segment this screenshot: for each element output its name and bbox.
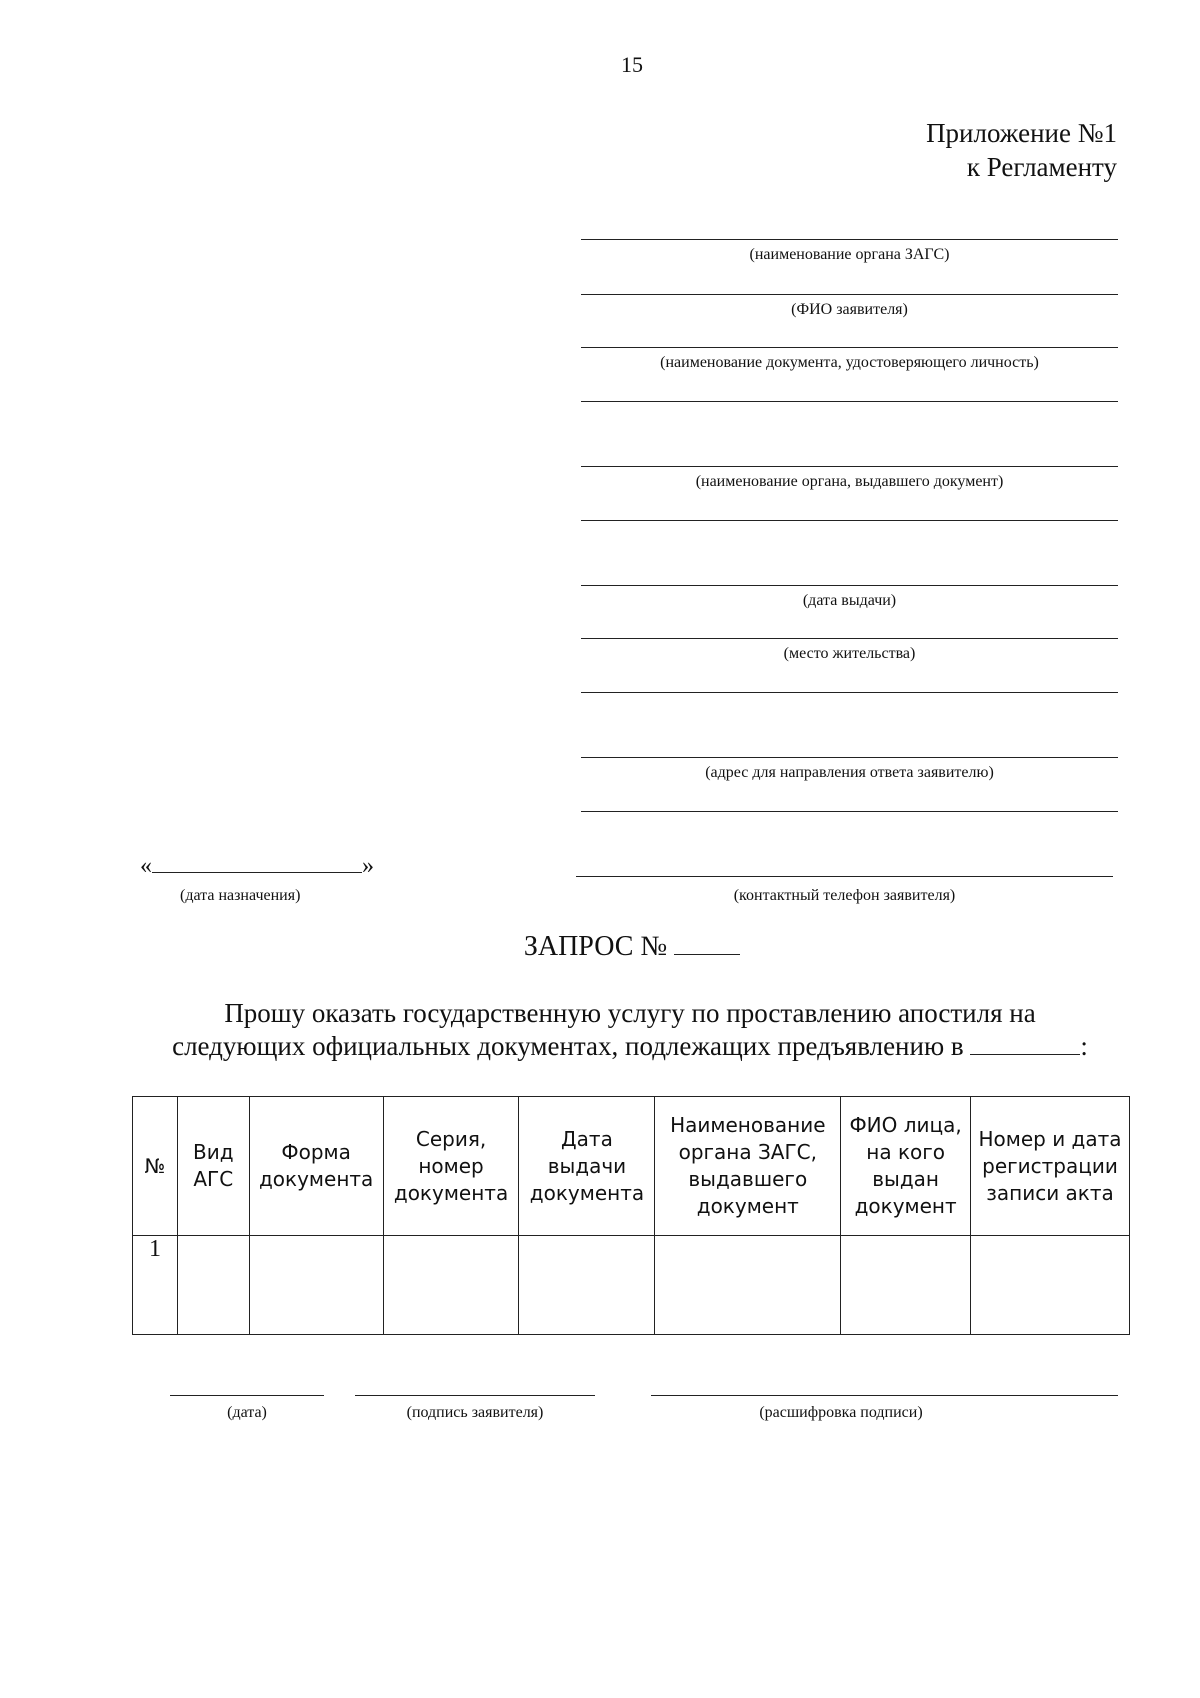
cell-document-form[interactable] <box>249 1236 383 1335</box>
table-header-row <box>133 1097 1130 1236</box>
open-quote: « <box>140 853 152 879</box>
header-ags-type: Вид АГС <box>177 1097 249 1236</box>
applicant-name-line[interactable] <box>581 294 1118 295</box>
annex-header <box>926 116 1117 184</box>
header-registration: Номер и дата регистрации записи акта <box>971 1097 1130 1236</box>
applicant-name-caption: (ФИО заявителя) <box>791 301 908 318</box>
request-paragraph <box>130 997 1130 1063</box>
issuing-authority-caption: (наименование органа, выдавшего документ) <box>695 473 1004 490</box>
id-document-caption: (наименование документа, удостоверяющего личность) <box>660 354 1039 371</box>
residence-caption: (место жительства) <box>783 645 916 662</box>
issuing-authority-line-2[interactable] <box>581 520 1118 521</box>
reply-address-caption: (адрес для направления ответа заявителю) <box>705 764 994 781</box>
annex-subtitle: к Регламенту <box>966 152 1117 182</box>
phone-caption: (контактный телефон заявителя) <box>733 887 956 904</box>
header-series-number: Серия, номер документа <box>383 1097 519 1236</box>
header-zags-name: Наименование органа ЗАГС, выдавшего документ <box>655 1097 841 1236</box>
documents-table <box>132 1096 1130 1335</box>
request-number-blank[interactable] <box>674 930 740 955</box>
zags-name-caption: (наименование органа ЗАГС) <box>749 246 950 263</box>
appointment-date-blank[interactable] <box>152 852 362 873</box>
applicant-signature-caption: (подпись заявителя) <box>406 1404 544 1421</box>
cell-series-number[interactable] <box>383 1236 519 1335</box>
cell-issue-date[interactable] <box>519 1236 655 1335</box>
annex-title: Приложение №1 <box>926 118 1117 148</box>
applicant-signature-line[interactable] <box>355 1395 595 1396</box>
signature-decoding-line[interactable] <box>651 1395 1118 1396</box>
reply-address-line-2[interactable] <box>581 811 1118 812</box>
signature-date-caption: (дата) <box>227 1404 267 1421</box>
table-row <box>133 1236 1130 1335</box>
header-document-form: Форма документа <box>249 1097 383 1236</box>
cell-zags-name[interactable] <box>655 1236 841 1335</box>
header-number: № <box>133 1097 178 1236</box>
appointment-date-field[interactable] <box>140 852 374 880</box>
request-text-line1: Прошу оказать государственную услугу по проставлению апостиля на <box>224 998 1036 1028</box>
country-blank[interactable] <box>970 1032 1080 1055</box>
id-document-line[interactable] <box>581 347 1118 348</box>
request-text-end: : <box>1080 1031 1088 1061</box>
request-text-line2: следующих официальных документах, подлежащих предъявлению в <box>172 1031 964 1061</box>
issue-date-line[interactable] <box>581 585 1118 586</box>
request-title-text: ЗАПРОС № <box>523 931 668 962</box>
zags-name-line[interactable] <box>581 239 1118 240</box>
header-issue-date: Дата выдачи документа <box>519 1097 655 1236</box>
request-title <box>0 930 1200 963</box>
signature-date-line[interactable] <box>170 1395 324 1396</box>
header-person-name: ФИО лица, на кого выдан документ <box>841 1097 971 1236</box>
id-document-line-2[interactable] <box>581 401 1118 402</box>
reply-address-line[interactable] <box>581 757 1118 758</box>
signature-decoding-caption: (расшифровка подписи) <box>759 1404 923 1421</box>
residence-line[interactable] <box>581 638 1118 639</box>
phone-line[interactable] <box>576 876 1113 877</box>
cell-person-name[interactable] <box>841 1236 971 1335</box>
request-text-line2-wrap <box>130 1030 1130 1063</box>
cell-ags-type[interactable] <box>177 1236 249 1335</box>
cell-number: 1 <box>133 1236 178 1335</box>
residence-line-2[interactable] <box>581 692 1118 693</box>
issuing-authority-line[interactable] <box>581 466 1118 467</box>
page-number: 15 <box>621 52 643 77</box>
appointment-date-caption: (дата назначения) <box>180 887 301 904</box>
issue-date-caption: (дата выдачи) <box>802 592 897 609</box>
close-quote: » <box>362 853 374 879</box>
cell-registration[interactable] <box>971 1236 1130 1335</box>
